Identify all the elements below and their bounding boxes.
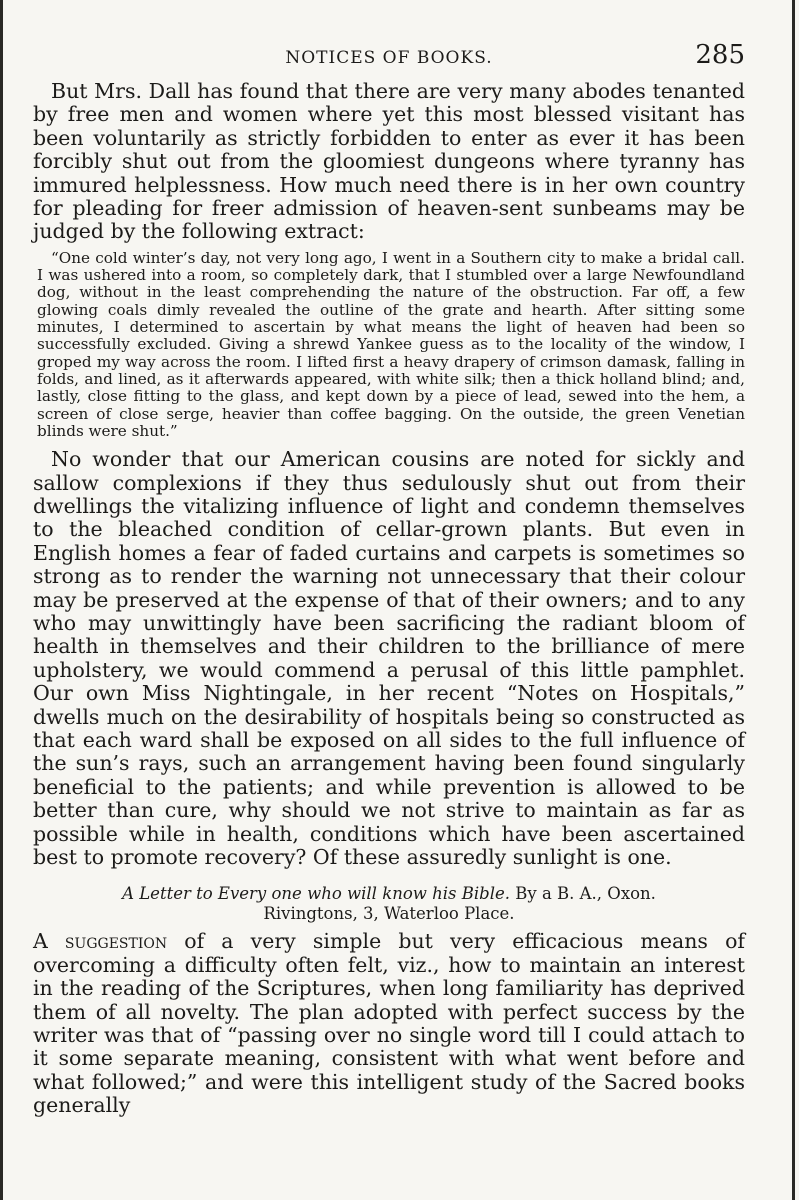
review-text: of a very simple but very efficacious means of overcoming a difficulty often felt, viz., how to maintain an interest in the reading of the Scriptures, when long familiarity has deprived them of all novelty. The plan adopted with perfect success by the writer was that of “passing over no single word till I could attach to it some separate meaning, consistent with what went before and what followed;” and were this intelligent study of the Sacred books generally bbox=[33, 929, 746, 1118]
page-edge-right bbox=[792, 0, 795, 1200]
review-book-title: A Letter to Every one who will know his Bible. bbox=[122, 884, 510, 904]
paragraph-intro: But Mrs. Dall has found that there are very many abodes tenanted by free men and women where yet this most blessed visitant has been voluntarily as strictly forbidden to enter as ever it has been forcibly shut out from the gloomiest dungeons where tyranny has immured helplessness. How much need there is in her own country for pleading for freer admission of heaven-sent sunbeams may be judged by the following extract: bbox=[33, 79, 745, 244]
paragraph-commentary: No wonder that our American cousins are noted for sickly and sallow complexions if they thus sedulously shut out from their dwellings the vitalizing influence of light and condemn themselves to the bleached condition of cellar-grown plants. But even in English homes a fear of faded curtains and carpets is sometimes so strong as to render the warning not unnecessary that their colour may be preserved at the expense of that of their owners; and to any who may unwittingly have been sacrificing the radiant bloom of health in themselves and their children to the brilliance of mere upholstery, we would commend a perusal of this little pamphlet. Our own Miss Nightingale, in her recent “Notes on Hospitals,” dwells much on the desirability of hospitals being so constructed as that each ward shall be exposed on all sides to the full influence of the sun’s rays, such an arrangement having been found singularly beneficial to the patients; and while prevention is allowed to be better than cure, why should we not strive to maintain as far as possible while in health, conditions which have been ascertained best to promote recovery? Of these assuredly sunlight is one. bbox=[33, 447, 745, 870]
review-lead-word: A suggestion bbox=[33, 929, 168, 954]
review-book-author: By a B. A., Oxon. bbox=[515, 884, 656, 904]
paragraph-review bbox=[33, 930, 745, 1117]
running-title: NOTICES OF BOOKS. bbox=[285, 48, 493, 68]
running-header bbox=[33, 40, 745, 80]
review-publisher: Rivingtons, 3, Waterloo Place. bbox=[263, 904, 515, 924]
page-number: 285 bbox=[695, 40, 745, 70]
block-quote: “One cold winter’s day, not very long ago, I went in a Southern city to make a bridal call. I was ushered into a room, so completely dark, that I stumbled over a large Newfoundland dog, without in the least comprehending the nature of the obstruction. Far off, a few glowing coals dimly revealed the outline of the grate and hearth. After sitting some minutes, I determined to ascertain by what means the light of heaven had been so successfully excluded. Giving a shrewd Yankee guess as to the locality of the window, I groped my way across the room. I lifted first a heavy drapery of crimson damask, falling in folds, and lined, as it afterwards appeared, with white silk; then a thick holland blind; and, lastly, close fitting to the glass, and kept down by a piece of lead, sewed into the hem, a screen of close serge, heavier than coffee bagging. On the outside, the green Venetian blinds were shut.” bbox=[37, 248, 745, 440]
review-heading bbox=[33, 884, 745, 924]
page-edge-left bbox=[0, 0, 3, 1200]
book-page bbox=[33, 40, 745, 1118]
